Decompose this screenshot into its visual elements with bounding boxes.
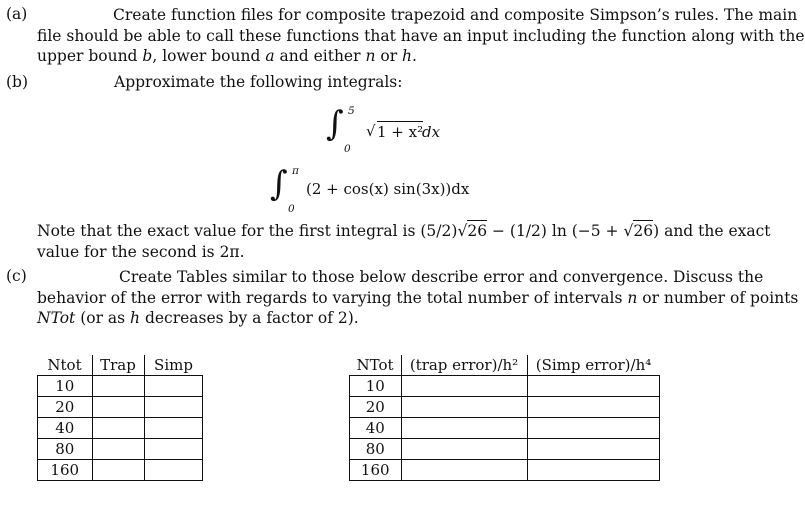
table-cell <box>92 460 144 481</box>
table-cell: 40 <box>38 418 93 439</box>
part-a-text <box>37 5 805 67</box>
part-c-text <box>37 267 799 329</box>
table-row <box>38 397 203 418</box>
table-cell: 80 <box>350 439 402 460</box>
sqrt-icon: √ <box>623 222 634 240</box>
integral-1-sqrt-body: 1 + x² <box>377 123 424 141</box>
table-cell <box>401 376 527 397</box>
table-row <box>38 418 203 439</box>
integral-sign: ∫ <box>270 164 288 204</box>
table-cell: 160 <box>38 460 93 481</box>
part-c-line2: behavior of the error with regards to varying the total number of intervals n or number of points <box>37 288 799 307</box>
table-cell: 160 <box>350 460 402 481</box>
integral-2-upper: π <box>292 165 299 177</box>
table-cell: 10 <box>38 376 93 397</box>
integral-1-upper: 5 <box>348 105 355 117</box>
integral-2-lower: 0 <box>288 203 295 215</box>
table-header-cell: Simp <box>144 355 203 376</box>
table-cell: 20 <box>350 397 402 418</box>
table-cell: 80 <box>38 439 93 460</box>
table-row <box>350 397 660 418</box>
integral-sign: ∫ <box>326 104 344 144</box>
table-cell: 20 <box>38 397 93 418</box>
part-a-line3: upper bound b, lower bound a and either n or h. <box>37 47 417 65</box>
integral-1-diff: dx <box>422 123 441 141</box>
table-cell <box>144 439 203 460</box>
table-cell <box>527 397 660 418</box>
table-row <box>350 460 660 481</box>
part-c-line1: Create Tables similar to those below describe error and convergence. Discuss the <box>119 268 764 286</box>
table-header-row <box>38 355 203 376</box>
table-1 <box>37 355 203 481</box>
part-b-intro: Approximate the following integrals: <box>114 73 403 91</box>
table-cell <box>92 397 144 418</box>
part-c-line3: NTot (or as h decreases by a factor of 2). <box>37 309 359 327</box>
table-header-cell: NTot <box>350 355 402 376</box>
sqrt-icon: √ <box>366 122 376 140</box>
table-cell <box>527 460 660 481</box>
part-a-line2: file should be able to call these functions that have an input including the function along with the <box>37 26 805 45</box>
table-cell <box>92 439 144 460</box>
table-cell <box>527 376 660 397</box>
note-line1: Note that the exact value for the first integral is (5/2)√26 − (1/2) ln (−5 + √26) and the exact <box>37 222 771 240</box>
integral-2-body: (2 + cos(x) sin(3x))dx <box>306 180 470 198</box>
sqrt-icon: √ <box>457 222 468 240</box>
table-cell <box>92 376 144 397</box>
part-b-note <box>37 221 771 262</box>
part-a-line1: Create function files for composite trapezoid and composite Simpson’s rules. The main <box>113 6 798 24</box>
table-cell <box>144 418 203 439</box>
part-b-label: (b) <box>6 73 29 91</box>
integral-2 <box>270 165 510 217</box>
table-cell <box>144 376 203 397</box>
table-cell <box>401 439 527 460</box>
table-row <box>350 418 660 439</box>
table-header-cell: (Simp error)/h⁴ <box>527 355 660 376</box>
table-cell: 40 <box>350 418 402 439</box>
table-2 <box>349 355 660 481</box>
table-row <box>38 376 203 397</box>
note-line2: value for the second is 2π. <box>37 242 245 261</box>
table-cell <box>144 460 203 481</box>
table-cell <box>401 460 527 481</box>
part-a-label: (a) <box>6 5 28 23</box>
table-header-row <box>350 355 660 376</box>
table-header-cell: Trap <box>92 355 144 376</box>
table-cell: 10 <box>350 376 402 397</box>
table-cell <box>527 439 660 460</box>
table-row <box>38 460 203 481</box>
table-cell <box>144 397 203 418</box>
part-c-label: (c) <box>6 267 27 285</box>
table-row <box>38 439 203 460</box>
table-cell <box>92 418 144 439</box>
integral-1-lower: 0 <box>344 143 351 155</box>
integral-1 <box>326 105 466 157</box>
table-row <box>350 439 660 460</box>
table-cell <box>527 418 660 439</box>
table-cell <box>401 418 527 439</box>
table-row <box>350 376 660 397</box>
table-header-cell: Ntot <box>38 355 93 376</box>
table-cell <box>401 397 527 418</box>
table-header-cell: (trap error)/h² <box>401 355 527 376</box>
